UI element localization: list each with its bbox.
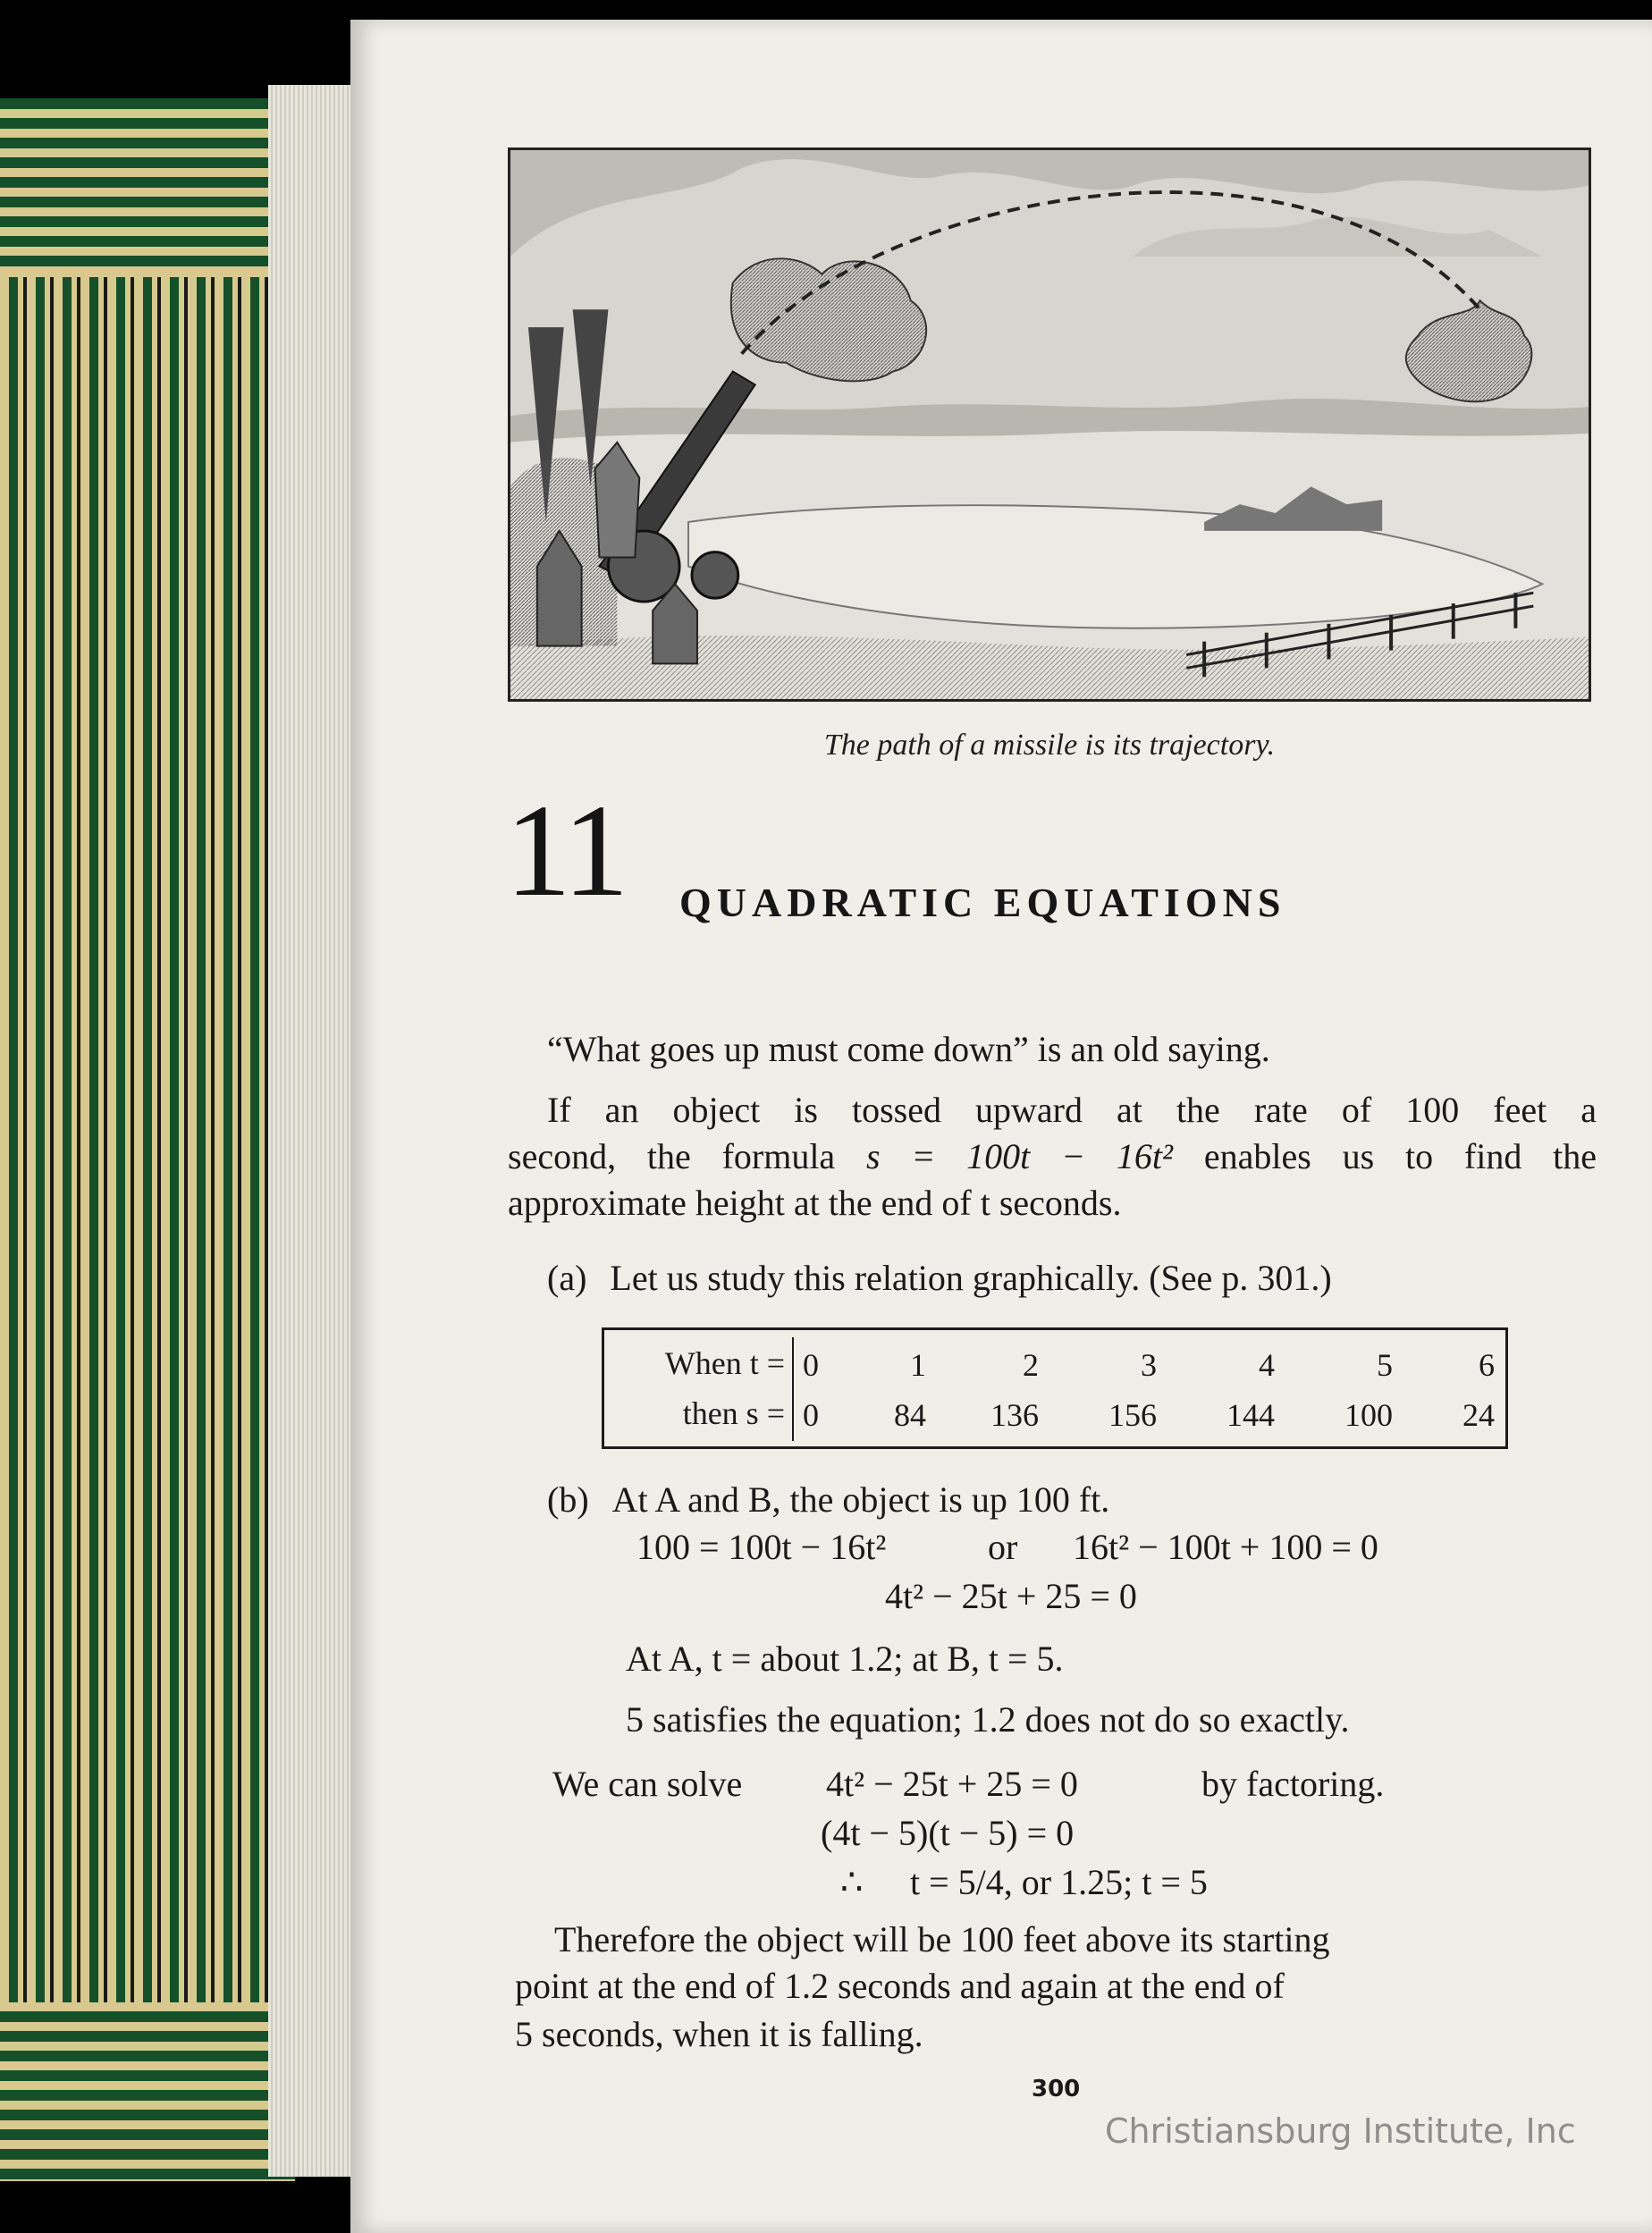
solve-equation: 4t² − 25t + 25 = 0	[826, 1764, 1078, 1804]
t-value: 4	[1259, 1347, 1275, 1383]
part-a-text: Let us study this relation graphically. (See p. 301.)	[610, 1258, 1332, 1298]
s-value: 100	[1344, 1397, 1393, 1433]
part-a-label: (a)	[547, 1258, 587, 1298]
s-value: 24	[1462, 1397, 1495, 1433]
therefore-symbol: ∴	[840, 1862, 864, 1902]
check-line: 5 satisfies the equation; 1.2 does not do so exactly.	[626, 1699, 1350, 1740]
t-value: 0	[803, 1347, 819, 1383]
s-value: 144	[1226, 1397, 1275, 1433]
equation-1-right: 16t² − 100t + 100 = 0	[1073, 1527, 1378, 1567]
equation-1-left: 100 = 100t − 16t²	[636, 1527, 887, 1567]
solve-tail: by factoring.	[1201, 1764, 1385, 1804]
table-row-label-s: then s =	[682, 1395, 785, 1431]
t-value: 6	[1479, 1347, 1495, 1383]
part-b	[547, 1477, 1602, 1523]
s-value: 84	[894, 1397, 926, 1433]
solution-result: t = 5/4, or 1.25; t = 5	[910, 1862, 1208, 1902]
cover-top-band	[0, 98, 295, 268]
intro-line-2b: enables us to find the	[1173, 1136, 1597, 1176]
intro-line-1: If an object is tossed upward at the rate of 100 feet a	[547, 1090, 1597, 1130]
part-b-text: At A and B, the object is up 100 ft.	[611, 1479, 1110, 1520]
conclusion-line-2: point at the end of 1.2 seconds and again at the end of	[515, 1966, 1285, 2006]
watermark: Christiansburg Institute, Inc	[1105, 2111, 1576, 2151]
values-table	[602, 1327, 1508, 1449]
part-a	[547, 1255, 1602, 1302]
chapter-number: 11	[505, 778, 626, 924]
chapter-title: QUADRATIC EQUATIONS	[679, 880, 1286, 925]
part-b-label: (b)	[547, 1479, 589, 1520]
intro-quote: “What goes up must come down” is an old saying.	[547, 1029, 1270, 1069]
s-value: 136	[990, 1397, 1039, 1433]
conclusion-line-3: 5 seconds, when it is falling.	[515, 2014, 923, 2054]
intro-line-2	[508, 1133, 1597, 1180]
intro-line-2a: second, the formula	[508, 1136, 866, 1176]
s-value: 156	[1108, 1397, 1157, 1433]
equation-1-or: or	[988, 1527, 1018, 1567]
illustration-caption: The path of a missile is its trajectory.	[823, 729, 1276, 762]
t-value: 5	[1377, 1347, 1393, 1383]
t-value: 1	[910, 1347, 926, 1383]
intro-line-3: approximate height at the end of t seconds.	[508, 1183, 1122, 1223]
estimate-line: At A, t = about 1.2; at B, t = 5.	[626, 1639, 1064, 1679]
t-value: 2	[1023, 1347, 1039, 1383]
t-value: 3	[1141, 1347, 1157, 1383]
book-cover-stripes	[0, 98, 295, 2181]
intro-paragraph	[508, 1087, 1597, 1226]
s-value: 0	[803, 1397, 819, 1433]
cover-stripes	[0, 277, 295, 2002]
trajectory-illustration	[508, 147, 1591, 702]
cover-bottom-band	[0, 2011, 295, 2181]
page-number: 300	[1032, 2076, 1081, 2102]
illustration-drawing	[510, 150, 1589, 699]
factored-equation: (4t − 5)(t − 5) = 0	[821, 1813, 1075, 1853]
page-edges	[268, 85, 358, 2177]
conclusion-line-1: Therefore the object will be 100 feet above its starting	[554, 1919, 1330, 1959]
equation-2: 4t² − 25t + 25 = 0	[885, 1576, 1137, 1616]
formula: s = 100t − 16t²	[866, 1136, 1174, 1176]
solve-lead: We can solve	[552, 1764, 743, 1804]
table-row-label-t: When t =	[664, 1345, 785, 1381]
